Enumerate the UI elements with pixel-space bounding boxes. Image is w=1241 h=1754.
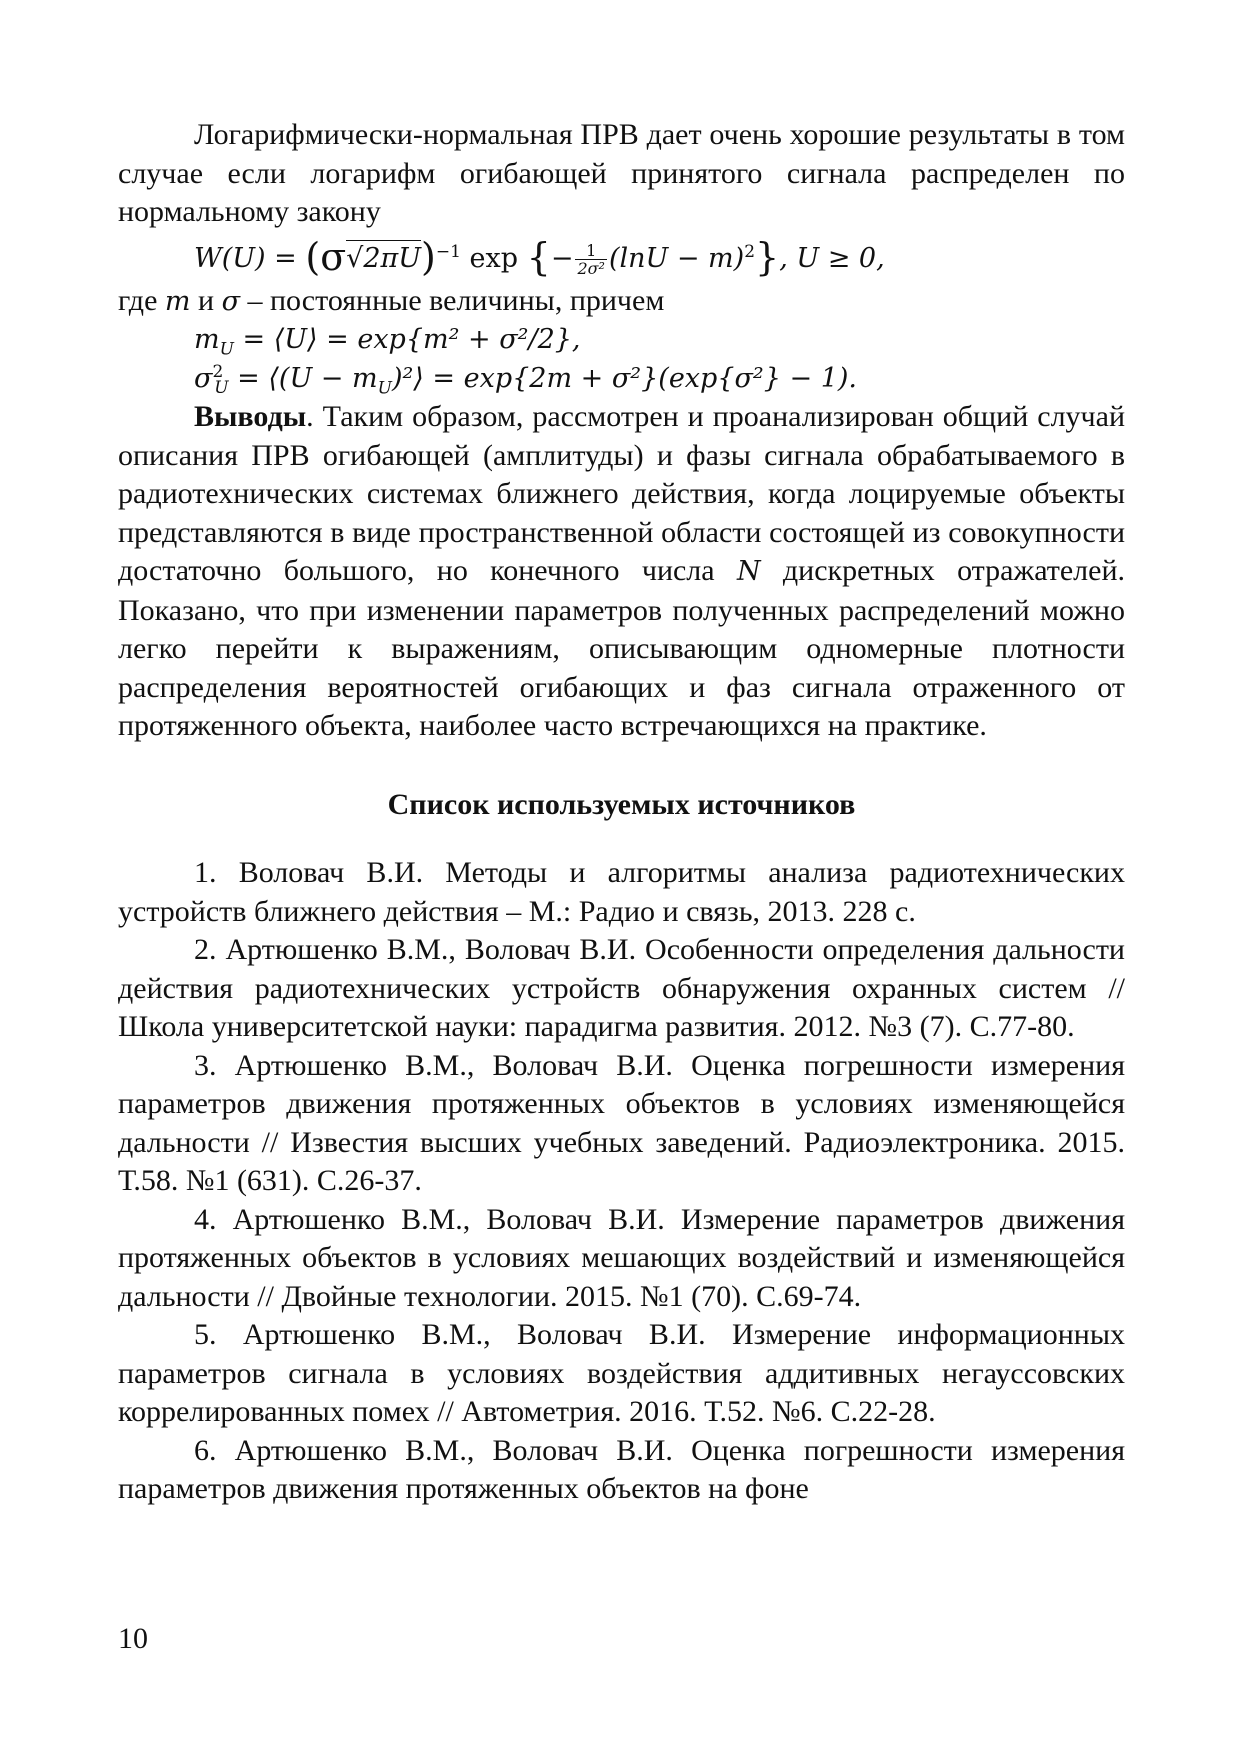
conclusion-body-1: . Таким образом, рассмотрен и проанализирован общий случай описания ПРВ огибающей (амплитуды) и фазы сигнала обрабатываемого в радиотехнических системах ближнего действия, когда лоцируемые объекты представляются в виде пространственной области состоящей из совокупности достаточно большого, но конечного числа (118, 400, 1125, 587)
formula-3-lhs: σ (194, 362, 213, 394)
reference-item: 1. Воловач В.И. Методы и алгоритмы анализа радиотехнических устройств ближнего действия – М.: Радио и связь, 2013. 228 с. (118, 856, 1125, 928)
intro-paragraph: Логарифмически-нормальная ПРВ дает очень хорошие результаты в том случае если логарифм огибающей принятого сигнала распределен по нормальному закону (118, 118, 1125, 228)
conclusion-label: Выводы (194, 400, 307, 433)
formula-lognormal-pdf (118, 232, 1125, 282)
page-number: 10 (118, 1622, 148, 1655)
formula-2-lhs-sub: U (219, 339, 234, 360)
symbol-sigma: σ (221, 285, 240, 317)
formula-3-lhs-sub: U (214, 377, 229, 398)
formula-1-paren-close: ) (421, 234, 436, 279)
formula-1-log-square: 2 (744, 241, 756, 262)
formula-1-brace-close: } (755, 234, 780, 279)
references-list (118, 854, 1125, 1509)
fraction-numerator: 1 (575, 242, 607, 260)
where-paragraph (118, 282, 1125, 322)
where-suffix: – постоянные величины, причем (240, 283, 665, 317)
reference-item: 2. Артюшенко В.М., Воловач В.И. Особенности определения дальности действия радиотехнических устройств обнаружения охранных систем // Школа университетской науки: парадигма развития. 2012. №3 (7). С.77-80. (118, 933, 1125, 1043)
formula-1-exponent: −1 (435, 241, 461, 262)
conclusion-paragraph (118, 398, 1125, 746)
formula-3-rhs-end: )²⟩ = exp{2m + σ²}(exp{σ²} − 1). (391, 362, 858, 394)
formula-variance (118, 360, 1125, 399)
formula-1-paren-open: (σ (305, 234, 347, 279)
formula-3-rhs-sub: U (377, 377, 392, 398)
reference-item: 3. Артюшенко В.М., Воловач В.И. Оценка погрешности измерения параметров движения протяженных объектов в условиях изменяющейся дальности // Известия высших учебных заведений. Радиоэлектроника. 2015. Т.58. №1 (631). С.26-37. (118, 1048, 1125, 1197)
formula-1-minus: − (550, 242, 574, 274)
symbol-m: m (164, 285, 191, 317)
formula-3-rhs: = ⟨(U − m (228, 362, 378, 394)
formula-2-rhs: = ⟨U⟩ = exp{m² + σ²/2}, (233, 324, 581, 355)
formula-1-log-term: (lnU − m) (608, 242, 745, 274)
formula-2-lhs: m (194, 324, 220, 355)
formula-1-sqrt: √2πU (346, 240, 421, 274)
where-and: и (190, 283, 222, 317)
formula-3-lhs-sup: 2 (212, 361, 224, 382)
formula-1-sqrt-content: 2πU (363, 242, 422, 274)
symbol-N: N (736, 556, 761, 587)
conclusion-body-2: дискретных отражателей. Показано, что при изменении параметров полученных распределений можно легко перейти к выражениям, описывающим одномерные плотности распределения вероятностей огибающих и фаз сигнала отраженного от протяженного объекта, наиболее часто встречающихся на практике. (118, 554, 1125, 742)
formula-mean (118, 321, 1125, 360)
formula-1-exp: exp (469, 242, 519, 274)
fraction-denominator: 2σ² (577, 258, 605, 278)
page-content (118, 116, 1125, 1509)
references-title: Список используемых источников (387, 787, 856, 821)
formula-1-fraction (575, 242, 607, 277)
reference-item: 5. Артюшенко В.М., Воловач В.И. Измерение информационных параметров сигнала в условиях воздействия аддитивных негауссовских коррелированных помех // Автометрия. 2016. Т.52. №6. С.22-28. (118, 1318, 1125, 1428)
formula-1-condition: , U ≥ 0, (779, 242, 885, 274)
where-prefix: где (118, 283, 165, 317)
formula-1-brace-open: { (526, 234, 551, 279)
formula-1-left: W(U) = (194, 242, 306, 274)
reference-item: 6. Артюшенко В.М., Воловач В.И. Оценка погрешности измерения параметров движения протяженных объектов на фоне (118, 1433, 1125, 1505)
reference-item: 4. Артюшенко В.М., Воловач В.И. Измерение параметров движения протяженных объектов в условиях мешающих воздействий и изменяющейся дальности // Двойные технологии. 2015. №1 (70). С.69-74. (118, 1202, 1125, 1313)
